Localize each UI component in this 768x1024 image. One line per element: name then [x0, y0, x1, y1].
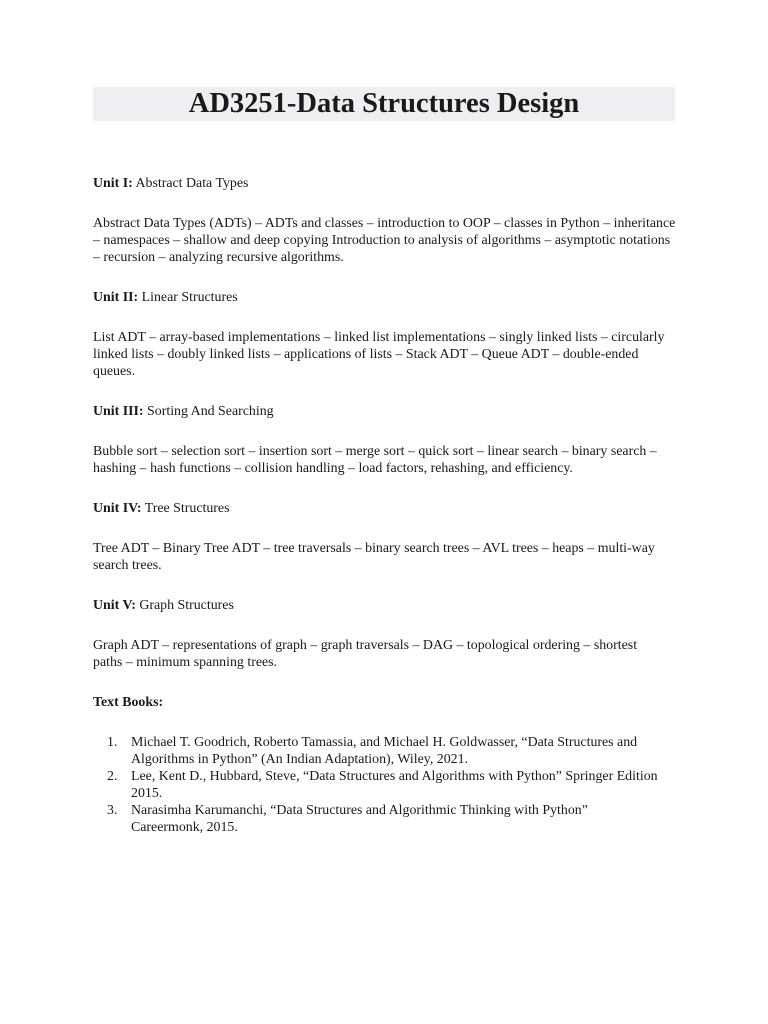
syllabus-content [93, 175, 675, 836]
unit-description: Bubble sort – selection sort – insertion sort – merge sort – quick sort – linear search – binary search – hashing – hash functions – collision handling – load factors, rehashing, and efficiency. [93, 444, 657, 476]
page-title: AD3251-Data Structures Design [188, 88, 580, 119]
unit-label: Unit IV: [93, 501, 142, 516]
list-number: 3. [107, 803, 118, 818]
text-books-heading: Text Books: [93, 695, 164, 710]
unit-heading [93, 597, 675, 614]
unit-description: Graph ADT – representations of graph – graph traversals – DAG – topological ordering – shortest paths – minimum spanning trees. [93, 638, 638, 670]
unit-name: Linear Structures [141, 290, 238, 305]
unit-heading [93, 175, 675, 192]
unit-label: Unit V: [93, 598, 136, 613]
list-item [93, 734, 677, 768]
unit-heading [93, 403, 675, 420]
unit-name: Graph Structures [139, 598, 234, 613]
unit-label: Unit III: [93, 404, 144, 419]
unit-description: List ADT – array-based implementations – linked list implementations – singly linked lists – circularly linked lists – doubly linked lists – applications of lists – Stack ADT – Queue ADT – double-ended queues. [93, 330, 665, 379]
list-number: 2. [107, 769, 118, 784]
unit-label: Unit II: [93, 290, 139, 305]
unit-heading [93, 289, 675, 306]
book-citation: Michael T. Goodrich, Roberto Tamassia, and Michael H. Goldwasser, “Data Structures and Algorithms in Python” (An Indian Adaptation), Wiley, 2021. [131, 735, 638, 767]
book-citation: Narasimha Karumanchi, “Data Structures and Algorithmic Thinking with Python” Careermonk, 2015. [131, 803, 588, 835]
unit-description: Abstract Data Types (ADTs) – ADTs and classes – introduction to OOP – classes in Python – inheritance – namespaces – shallow and deep copying Introduction to analysis of algorithms – asymptotic notations – recursion – analyzing recursive algorithms. [93, 216, 676, 265]
text-books-list [93, 734, 675, 836]
list-item [93, 802, 651, 836]
unit-description: Tree ADT – Binary Tree ADT – tree traversals – binary search trees – AVL trees – heaps – multi-way search trees. [93, 541, 655, 573]
unit-label: Unit I: [93, 176, 133, 191]
list-number: 1. [107, 735, 118, 750]
book-citation: Lee, Kent D., Hubbard, Steve, “Data Structures and Algorithms with Python” Springer Edition 2015. [131, 769, 658, 801]
unit-name: Sorting And Searching [147, 404, 274, 419]
unit-name: Abstract Data Types [135, 176, 249, 191]
unit-heading [93, 500, 675, 517]
title-banner [93, 87, 675, 121]
list-item [93, 768, 677, 802]
unit-name: Tree Structures [144, 501, 230, 516]
